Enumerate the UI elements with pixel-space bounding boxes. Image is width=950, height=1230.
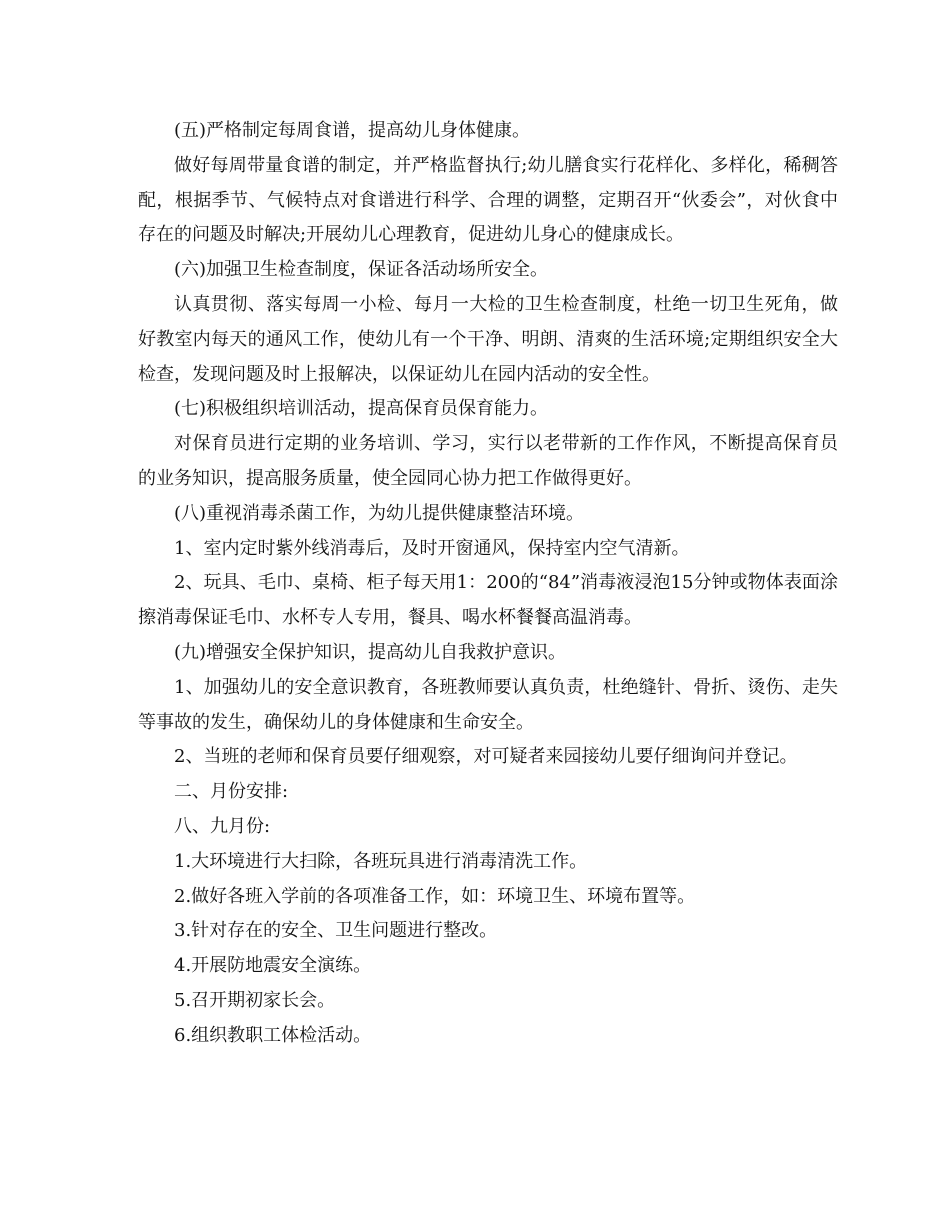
list-item: 2、当班的老师和保育员要仔细观察，对可疑者来园接幼儿要仔细询问并登记。 <box>174 746 798 768</box>
list-item: 4.开展防地震安全演练。 <box>174 955 372 977</box>
subsection-heading: 八、九月份: <box>174 815 271 837</box>
section-heading-5: (五)严格制定每周食谱，提高幼儿身体健康。 <box>174 120 531 141</box>
list-item: 1、室内定时紫外线消毒后，及时开窗通风，保持室内空气清新。 <box>174 537 690 559</box>
paragraph: 认真贯彻、落实每周一小检、每月一大检的卫生检查制度，杜绝一切卫生死角，做好教室内每天的通风工作，使幼儿有一个干净、明朗、清爽的生活环境;定期组织安全大检查，发现问题及时上报解决，以保证幼儿在园内活动的安全性。 <box>138 293 838 385</box>
section-heading-monthly: 二、月份安排: <box>174 781 289 803</box>
list-item: 2、玩具、毛巾、桌椅、柜子每天用1：200的“84”消毒液浸泡15分钟或物体表面涂擦消毒保证毛巾、水杯专人专用，餐具、喝水杯餐餐高温消毒。 <box>138 572 838 629</box>
list-item: 1.大环境进行大扫除，各班玩具进行消毒清洗工作。 <box>174 850 588 872</box>
section-heading-7: (七)积极组织培训活动，提高保育员保育能力。 <box>174 398 549 420</box>
list-item: 1、加强幼儿的安全意识教育，各班教师要认真负责，杜绝缝针、骨折、烫伤、走失等事故的发生，确保幼儿的身体健康和生命安全。 <box>138 676 838 733</box>
section-heading-9: (九)增强安全保护知识，提高幼儿自我救护意识。 <box>174 641 567 663</box>
list-item: 5.召开期初家长会。 <box>174 989 336 1011</box>
section-heading-6: (六)加强卫生检查制度，保证各活动场所安全。 <box>174 259 549 281</box>
list-item: 6.组织教职工体检活动。 <box>174 1024 372 1046</box>
list-item: 3.针对存在的安全、卫生问题进行整改。 <box>174 920 498 942</box>
section-heading-8: (八)重视消毒杀菌工作，为幼儿提供健康整洁环境。 <box>174 502 585 524</box>
document-body <box>138 114 838 1054</box>
paragraph: 做好每周带量食谱的制定，并严格监督执行;幼儿膳食实行花样化、多样化，稀稠答配，根据季节、气候特点对食谱进行科学、合理的调整，定期召开“伙委会”，对伙食中存在的问题及时解决;开展幼儿心理教育，促进幼儿身心的健康成长。 <box>138 154 838 246</box>
list-item: 2.做好各班入学前的各项准备工作，如：环境卫生、环境布置等。 <box>174 885 696 907</box>
paragraph: 对保育员进行定期的业务培训、学习，实行以老带新的工作作风，不断提高保育员的业务知识，提高服务质量，使全园同心协力把工作做得更好。 <box>138 433 838 489</box>
